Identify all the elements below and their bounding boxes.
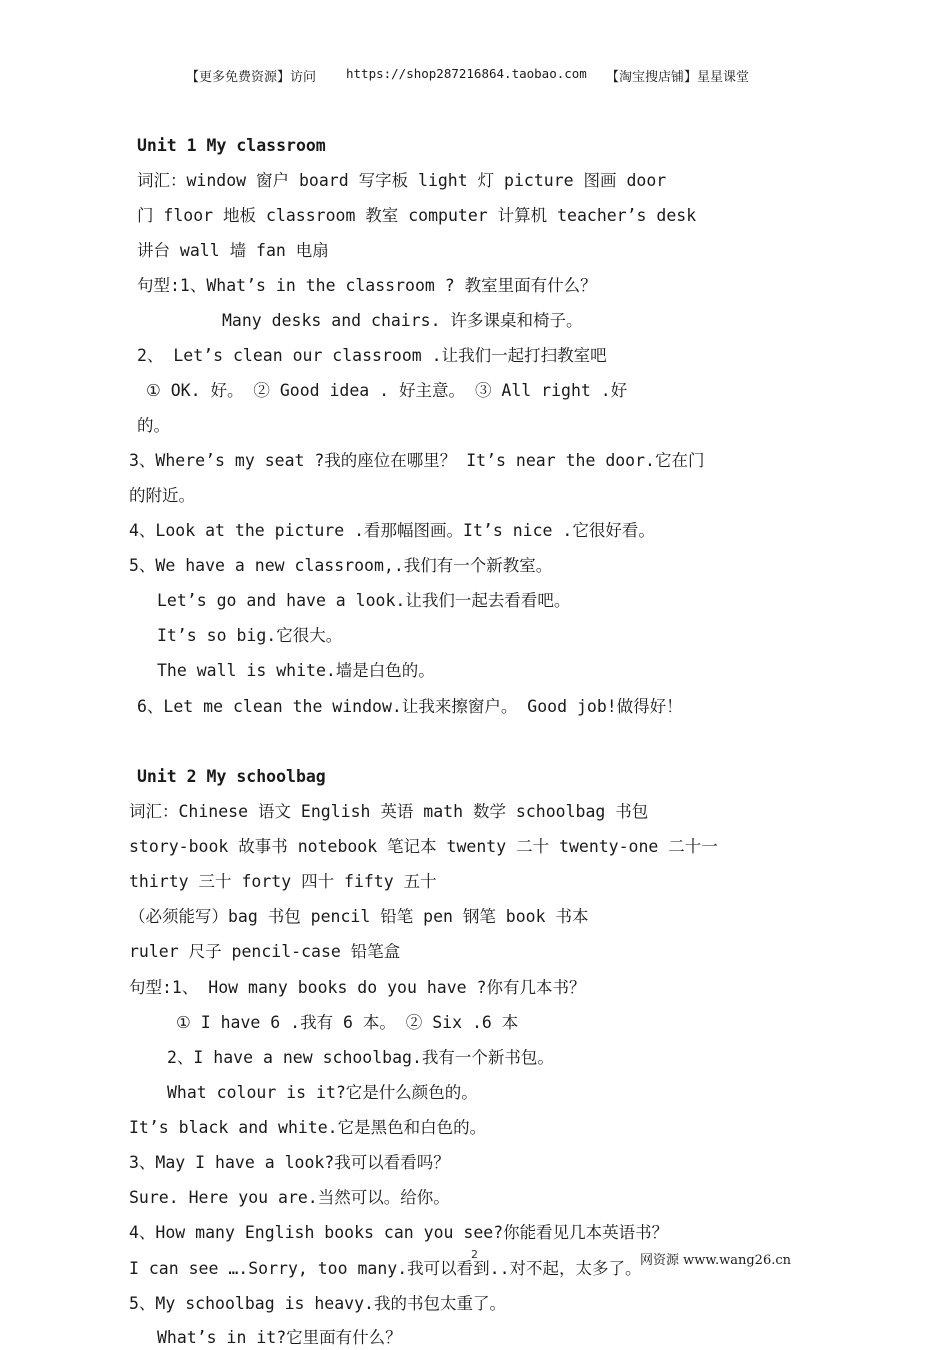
unit1-vocab-line1: 词汇：window 窗户 board 写字板 light 灯 picture 图画 door	[137, 171, 667, 190]
unit1-sentence-5c: It’s so big.它很大。	[157, 626, 343, 645]
unit1-sentence-3-cont: 的附近。	[129, 486, 195, 505]
unit1-title: Unit 1 My classroom	[137, 136, 326, 155]
header-url[interactable]: https://shop287216864.taobao.com	[346, 66, 587, 81]
unit1-sentence-2-cont: 的。	[137, 416, 170, 435]
unit2-sentence-2c: It’s black and white.它是黑色和白色的。	[129, 1118, 487, 1137]
page-header	[0, 66, 950, 84]
unit1-sentence-4: 4、Look at the picture .看那幅图画。It’s nice .它很好看。	[129, 521, 655, 540]
unit2-sentence-5b: What’s in it?它里面有什么？	[157, 1328, 402, 1347]
unit2-sentence-1-answers: ① I have 6 .我有 6 本。 ② Six .6 本	[176, 1013, 519, 1032]
unit1-sentence-1-answer: Many desks and chairs. 许多课桌和椅子。	[222, 311, 583, 330]
unit1-sentence-5: 5、We have a new classroom,.我们有一个新教室。	[129, 556, 553, 575]
unit2-vocab-line5: ruler 尺子 pencil-case 铅笔盒	[129, 942, 401, 961]
unit1-sentence-2: 2、 Let’s clean our classroom .让我们一起打扫教室吧	[137, 346, 607, 365]
unit1-sentence-1: 句型:1、What’s in the classroom ? 教室里面有什么？	[137, 276, 597, 295]
page-number: 2	[471, 1248, 478, 1261]
unit1-sentence-5b: Let’s go and have a look.让我们一起去看看吧。	[157, 591, 571, 610]
unit1-vocab-line2: 门 floor 地板 classroom 教室 computer 计算机 teacher’s desk	[137, 206, 697, 225]
unit2-sentence-5: 5、My schoolbag is heavy.我的书包太重了。	[129, 1294, 506, 1313]
unit2-vocab-line1: 词汇：Chinese 语文 English 英语 math 数学 schoolbag 书包	[129, 802, 649, 821]
unit2-vocab-line4: （必须能写）bag 书包 pencil 铅笔 pen 钢笔 book 书本	[129, 907, 589, 926]
unit2-title: Unit 2 My schoolbag	[137, 767, 326, 786]
unit2-sentence-3: 3、May I have a look?我可以看看吗？	[129, 1153, 450, 1172]
unit2-vocab-line3: thirty 三十 forty 四十 fifty 五十	[129, 872, 437, 891]
unit2-sentence-4b: I can see ….Sorry, too many.我可以看到..对不起，太多了。	[129, 1259, 642, 1278]
unit2-sentence-2b: What colour is it?它是什么颜色的。	[167, 1083, 478, 1102]
unit2-sentence-3b: Sure. Here you are.当然可以。给你。	[129, 1188, 450, 1207]
footer-watermark: 网资源 www.wang26.cn	[640, 1253, 792, 1268]
unit2-sentence-2: 2、I have a new schoolbag.我有一个新书包。	[167, 1048, 554, 1067]
unit1-sentence-2-answers: ① OK. 好。 ② Good idea . 好主意。 ③ All right .好	[146, 381, 628, 400]
unit2-vocab-line2: story-book 故事书 notebook 笔记本 twenty 二十 twenty-one 二十一	[129, 837, 718, 856]
unit1-vocab-line3: 讲台 wall 墙 fan 电扇	[137, 241, 329, 260]
unit1-sentence-3: 3、Where’s my seat ?我的座位在哪里？ It’s near the door.它在门	[129, 451, 705, 470]
header-shop: 【淘宝搜店铺】星星课堂	[606, 70, 750, 85]
unit2-sentence-4: 4、How many English books can you see?你能看见几本英语书？	[129, 1223, 669, 1242]
unit2-sentence-1: 句型:1、 How many books do you have ?你有几本书？	[129, 978, 586, 997]
header-promo: 【更多免费资源】访问	[186, 70, 317, 85]
unit1-sentence-5d: The wall is white.墙是白色的。	[157, 661, 435, 680]
unit1-sentence-6: 6、Let me clean the window.让我来擦窗户。 Good job!做得好！	[137, 697, 683, 716]
